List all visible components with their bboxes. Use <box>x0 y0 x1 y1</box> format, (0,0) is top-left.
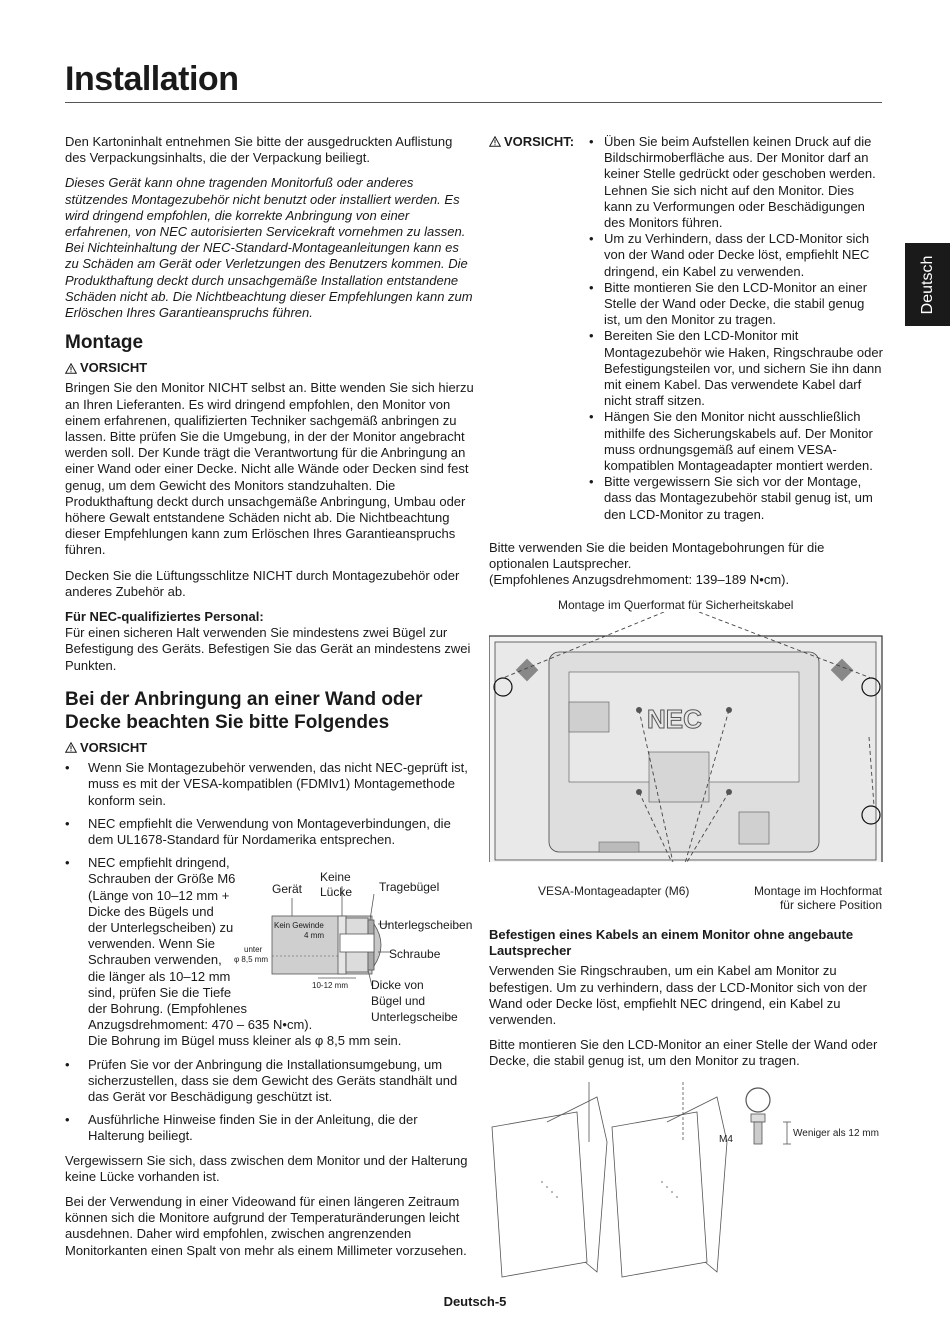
screw-line: Schrauben verwenden, <box>88 952 222 968</box>
caption-querformat: Montage im Querformat für Sicherheitskabel <box>558 598 794 612</box>
cable-section <box>489 927 884 1079</box>
caution-label: VORSICHT: <box>504 134 575 149</box>
cable-heading: Befestigen eines Kabels an einem Monitor ohne angebaute Lautsprecher <box>489 927 854 959</box>
screw-line: • NEC empfiehlt dringend, <box>88 855 230 871</box>
speaker-paragraph: Bitte verwenden Sie die beiden Montagebohrungen für die optionalen Lautsprecher. <box>489 540 825 572</box>
label-unter-2: φ 8,5 mm <box>234 955 269 964</box>
videowall-paragraph: Bei der Verwendung in einer Videowand für einen längeren Zeitraum können sich die Monitore aufgrund der Temperaturänderungen leicht ausdehnen. Daher wird empfohlen, zwischen angrenzenden Monitorkanten einen Spalt von mehr als einem Millimeter vorzusehen. <box>65 1193 467 1258</box>
right-caution-list <box>589 134 884 523</box>
warning-icon <box>489 136 501 147</box>
list-item: • Ausführliche Hinweise finden Sie in der Anleitung, die der Halterung beiliegt. <box>65 1112 475 1144</box>
list-item: • Bereiten Sie den LCD-Monitor mit Montagezubehör wie Haken, Ringschraube oder Befestigungsteilen vor, und sichern Sie ihn dann mit einem Kabel. Das verwendete Kabel darf nicht straff sitzen. <box>589 328 884 409</box>
label-10-12mm: 10-12 mm <box>312 981 349 990</box>
label-schraube: Schraube <box>389 947 441 961</box>
screw-line: Schrauben der Größe M6 <box>88 871 236 887</box>
screw-line: der Bohrung. (Empfohlenes <box>88 1000 247 1016</box>
speaker-section <box>489 540 884 589</box>
right-column <box>489 134 884 523</box>
screw-line: Anzugsdrehmoment: 470 – 635 N•cm). <box>88 1017 313 1033</box>
cable-paragraph-1: Verwenden Sie Ringschrauben, um ein Kabel am Monitor zu befestigen. Um zu verhindern, dass der LCD-Monitor sich von der Wand oder Decke löst, empfiehlt NEC dringend, ein Kabel zu verwenden. <box>489 963 867 1028</box>
caption-line: Montage im Hochformat <box>753 884 882 898</box>
label-kein-gewinde: Kein Gewinde <box>274 921 324 930</box>
list-item: • NEC empfiehlt die Verwendung von Montageverbindungen, die dem UL1678-Standard für Nordamerika entsprechen. <box>65 816 475 848</box>
nec-personal-text: Für einen sicheren Halt verwenden Sie mindestens zwei Bügel zur Befestigung des Geräts. Befestigen Sie das Gerät an mindestens zwei Punkten. <box>65 625 471 673</box>
label-dicke-2: Bügel und <box>371 994 426 1008</box>
list-item: • Um zu Verhindern, dass der LCD-Monitor sich von der Wand oder Decke löst, empfiehlt NEC dringend, ein Kabel zu verwenden. <box>589 231 884 280</box>
label-keine-1: Keine <box>320 870 351 884</box>
label-m4: M4 <box>719 1134 733 1145</box>
intro-warning-paragraph: Dieses Gerät kann ohne tragenden Monitorfuß oder anderes stützendes Montagezubehör nicht benutzt oder installiert werden. Es wird dringend empfohlen, die korrekte Anbringung von einer erfahrenen, von NEC autorisierten Servicekraft vornehmen zu lassen. Bei Nichteinhaltung der NEC-Standard-Montageanleitungen kann es zu Schäden am Gerät oder Verletzungen des Benutzers kommen. Die Produkthaftung deckt durch unsachgemäße Installation entstandene Schäden nicht ab. Die Nichtbeachtung dieser Empfehlungen kann zum Erlöschen Ihres Garantieanspruchs führen. <box>65 175 473 321</box>
warning-icon <box>65 742 77 753</box>
gap-paragraph: Vergewissern Sie sich, dass zwischen dem Monitor und der Halterung keine Lücke vorhanden ist. <box>65 1152 468 1184</box>
montage-paragraph-1: Bringen Sie den Monitor NICHT selbst an. Bitte wenden Sie sich hierzu an Ihren Lieferanten. Es wird dringend empfohlen, den Monitor von einem erfahrenen, qualifizierten Techniker sachgemäß anbringen zu lassen. Bitte prüfen Sie die Umgebung, in der der Monitor angebracht werden soll. Der Kunde trägt die Verantwortung für die Anbringung an einer Wand oder einer Decke. Nicht alle Wände oder Decken sind fest genug, um dem Gewicht des Monitors standzuhalten. Die Produkthaftung deckt durch unsachgemäße Anbringung, Umbau oder höhere Gewalt entstandene Schäden nicht ab. Die Nichtbeachtung dieser Empfehlungen kann zum Erlöschen Ihres Garantieanspruchs führen. <box>65 380 474 558</box>
list-item: • Bitte vergewissern Sie sich vor der Montage, dass das Montagezubehör stabil genug ist, um den LCD-Monitor zu tragen. <box>589 474 884 523</box>
speaker-torque: (Empfohlenes Anzugsdrehmoment: 139–189 N•cm). <box>489 572 790 588</box>
screw-line: der Unterlegscheiben) zu <box>88 919 234 935</box>
list-item: • Hängen Sie den Monitor nicht ausschließlich mithilfe des Sicherungskabels auf. Der Monitor muss ordnungsgemäß auf einem VESA-kompatiblen Montageadapter montiert werden. <box>589 409 884 474</box>
right-caution-block <box>489 134 884 523</box>
label-dicke-3: Unterlegscheibe <box>371 1010 458 1024</box>
caption-vesa: VESA-Montageadapter (M6) <box>538 884 690 898</box>
wall-caution <box>65 740 475 756</box>
screw-line: Die Bohrung im Bügel muss kleiner als φ 8,5 mm sein. <box>88 1033 402 1049</box>
wall-heading: Bei der Anbringung an einer Wand oder Decke beachten Sie bitte Folgendes <box>65 688 423 733</box>
monitor-back-diagram <box>489 612 884 862</box>
montage-caution <box>65 360 475 376</box>
label-geraet: Gerät <box>272 882 303 896</box>
page-number: Deutsch-5 <box>443 1294 507 1309</box>
screw-diagram <box>234 868 483 1028</box>
caption-hochformat <box>744 884 882 912</box>
screw-line: verwenden. Wenn Sie <box>88 936 215 952</box>
label-tragebuegel: Tragebügel <box>379 880 440 894</box>
title-divider <box>65 102 882 103</box>
cable-paragraph-2: Bitte montieren Sie den LCD-Monitor an einer Stelle der Wand oder Decke, die stabil genug ist, um den Monitor zu tragen. <box>489 1037 878 1069</box>
label-weniger-12mm: Weniger als 12 mm <box>793 1128 879 1139</box>
caution-label: VORSICHT <box>80 739 148 755</box>
label-unterlegscheiben: Unterlegscheiben <box>379 918 473 932</box>
label-keine-2: Lücke <box>320 885 353 899</box>
intro-paragraph: Den Kartoninhalt entnehmen Sie bitte der ausgedruckten Auflistung des Verpackungsinhalts, die der Verpackung beiliegt. <box>65 134 453 166</box>
list-item: • Bitte montieren Sie den LCD-Monitor an einer Stelle der Wand oder Decke, die stabil genug ist, um den Monitor zu tragen. <box>589 280 884 329</box>
montage-heading: Montage <box>65 332 144 354</box>
screw-line: Dicke des Bügels und <box>88 903 214 919</box>
right-caution-label <box>489 134 589 523</box>
screw-line: (Länge von 10–12 mm + <box>88 887 230 903</box>
list-item: • Prüfen Sie vor der Anbringung die Installationsumgebung, um sicherzustellen, dass sie dem Gewicht des Geräts standhält und das Gerät vor Beschädigung geschützt ist. <box>65 1057 475 1106</box>
language-tab <box>905 243 950 326</box>
list-item: • Üben Sie beim Aufstellen keinen Druck auf die Bildschirmoberfläche aus. Der Monitor darf an keiner Stelle gedrückt oder geschoben werden. Lehnen Sie sich nicht auf den Monitor. Dies kann zu Verformungen oder Beschädigungen des Monitors führen. <box>589 134 884 231</box>
screw-line: die länger als 10–12 mm <box>88 968 231 984</box>
montage-paragraph-2: Decken Sie die Lüftungsschlitze NICHT durch Montagezubehör oder anderes Zubehör ab. <box>65 567 460 599</box>
nec-personal-heading: Für NEC-qualifiziertes Personal: <box>65 609 264 625</box>
list-item: • Wenn Sie Montagezubehör verwenden, das nicht NEC-geprüft ist, muss es mit der VESA-kompatiblen (FDMIv1) Montagemethode konform sein. <box>65 760 475 809</box>
warning-icon <box>65 363 77 374</box>
page-title: Installation <box>65 60 239 98</box>
label-dicke-1: Dicke von <box>371 978 424 992</box>
caption-line: für sichere Position <box>779 898 882 912</box>
cable-illustrations <box>487 1082 887 1282</box>
screw-line: sind, prüfen Sie die Tiefe <box>88 984 232 1000</box>
nec-logo-outline: NEC <box>647 704 702 734</box>
label-unter-1: unter <box>244 945 263 954</box>
left-column <box>65 134 475 1268</box>
caution-label: VORSICHT <box>80 360 148 376</box>
label-4mm: 4 mm <box>304 931 324 940</box>
language-tab-label: Deutsch <box>918 255 936 314</box>
